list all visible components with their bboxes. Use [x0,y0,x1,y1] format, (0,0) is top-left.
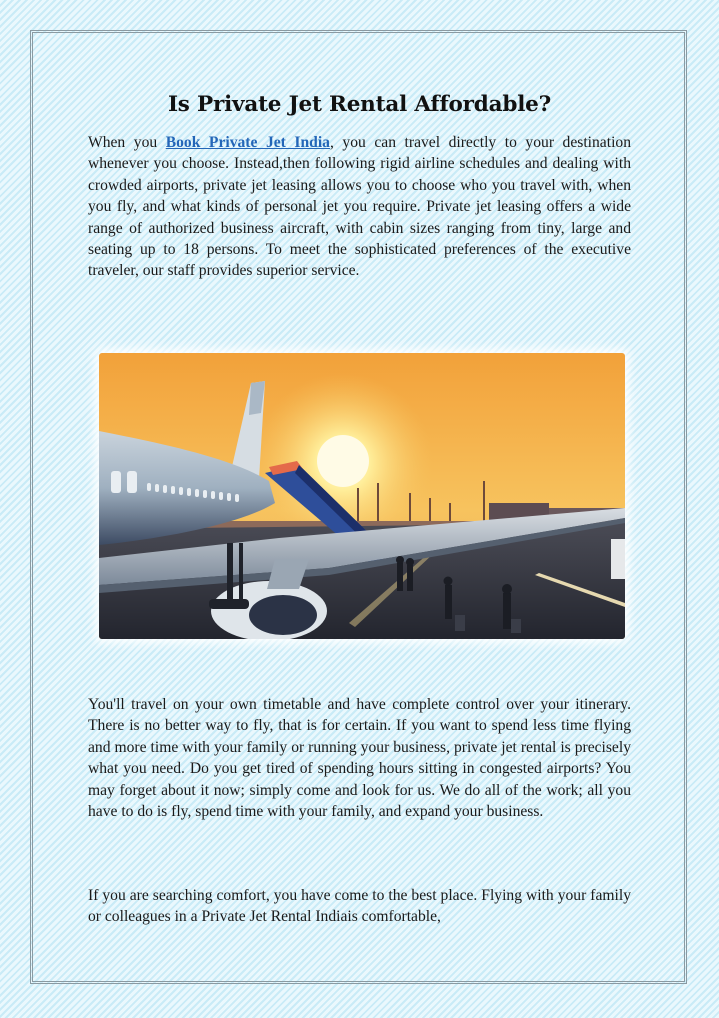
article-body [88,88,631,926]
intro-text-after: , you can travel directly to your destination whenever you choose. Instead,then following rigid airline schedules and dealing with crowded airports, private jet leasing allows you to choose who you travel with, when you fly, and what kinds of personal jet you require. Private jet leasing offers a wide range of authorized business aircraft, with cabin sizes ranging from tiny, large and seating up to 18 persons. To meet the sophisticated preferences of the executive traveler, our staff provides superior service. [88,134,631,280]
comfort-paragraph: If you are searching comfort, you have come to the best place. Flying with your family or colleagues in a Private Jet Rental Indiais comfortable, [88,887,631,926]
page-title: Is Private Jet Rental Affordable? [167,92,552,117]
intro-text-before: When you [88,134,166,151]
timetable-paragraph: You'll travel on your own timetable and have complete control over your itinerary. There is no better way to fly, that is for certain. If you want to spend less time flying and more time with your family or running your business, private jet rental is precisely what you need. Do you get tired of spending hours sitting in congested airports? You may forget about it now; simply come and look for us. We do all of the work; all you have to do is fly, spend time with your family, and expand your business. [88,696,631,821]
airport-jet-photo [99,353,625,639]
book-private-jet-india-link[interactable]: Book Private Jet India [165,134,330,151]
service-vehicle [611,539,625,579]
sun [317,435,369,487]
intro-paragraph [88,132,631,282]
